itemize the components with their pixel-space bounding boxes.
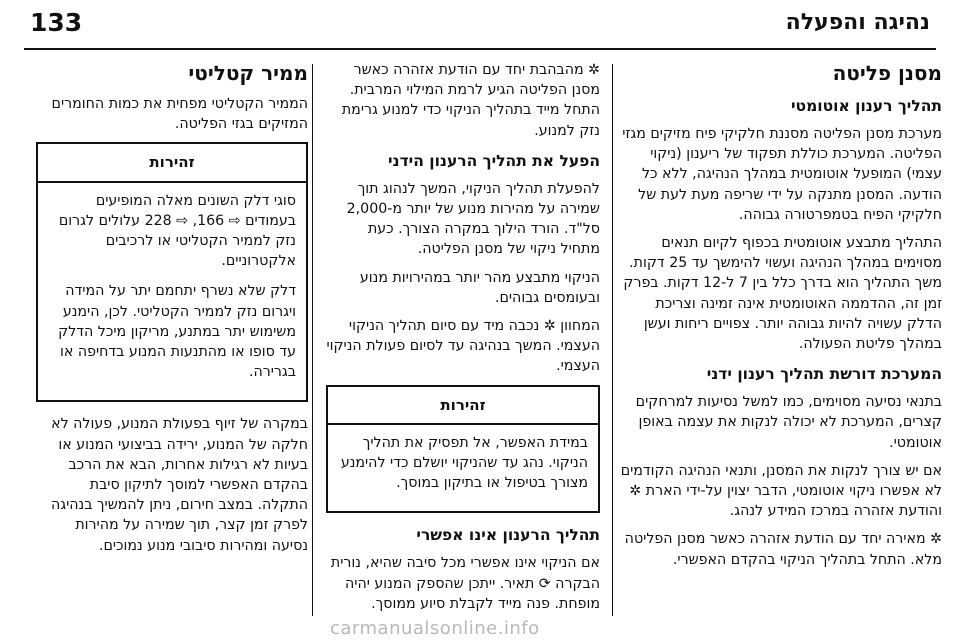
paragraph: במקרה של זיוף בפעולת המנוע, פעולה לא חלקה של המנוע, ירידה בביצועי המנוע או בעיות לא רגילות אחרות, הבא את הרכב בהקדם האפשרי למוסך לתיקון סיבת התקלה. במצב חירום, ניתן להמשיך בנהיגה לפרק זמן קצר, תוך שמירה על מהירות נסיעה ומהירות סיבובי מנוע נמוכים. <box>50 416 308 554</box>
caution-title: זהירות <box>328 387 598 425</box>
caution-text: במידת האפשר, אל תפסיק את תהליך הניקוי. נהג עד שהניקוי יושלם כדי להימנע מצורך בטיפול או בתיקון במוסך. <box>340 434 588 492</box>
heading-activate-regeneration: הפעל את תהליך הרענון הידני <box>387 151 600 170</box>
caution-text: סוגי דלק השונים מאלה המופיעים בעמודים ⇨ 166, ⇨ 228 עלולים לגרום נזק לממיר הקטליטי או לרכיבים אלקטרוניים. <box>58 192 296 270</box>
column-right <box>620 60 942 578</box>
caution-title: זהירות <box>38 144 306 182</box>
caution-box <box>326 385 600 514</box>
paragraph: המחוון ✲ נכבה מיד עם סיום תהליך הניקוי העצמי. המשך בנהיגה עד לסיום פעולת הניקוי העצמי. <box>326 318 600 375</box>
page-header <box>24 2 936 50</box>
caution-box <box>36 142 308 402</box>
column-divider-right <box>612 64 613 616</box>
paragraph: הניקוי מתבצע מהר יותר במהירויות מנוע ובעומסים גבוהים. <box>359 269 600 306</box>
paragraph: להפעלת תהליך הניקוי, המשך לנהוג תוך שמירה על מהירות מנוע של יותר מ-2,000 סל"ד. הורד הילוך במקרה הצורך. כעת מתחיל ניקוי של מסנן הפליטה. <box>346 180 600 258</box>
heading-regeneration-not-possible: תהליך הרענון אינו אפשרי <box>416 526 600 545</box>
caution-text: דלק שלא נשרף יתחמם יתר על המידה ויגרום נזק לממיר הקטליטי. לכן, הימנע משימוש יתר במתנע, מריקון מיכל הדלק עד סופו או מהתנעות המנוע בדחיפה או בגרירה. <box>58 283 296 381</box>
heading-manual-regeneration-required: המערכת דורשת תהליך רענון ידני <box>706 365 942 384</box>
section-title-catalytic-converter: ממיר קטליטי <box>188 61 308 85</box>
paragraph: התהליך מתבצע אוטומטית בכפוף לקיום תנאים מסוימים במהלך הנהיגה ועשוי להימשך עד 25 דקות. משך התהליך הוא בדרך כלל בין 7 ל-12 דקות. בפרק זמן זה, ההדממה האוטומטית אינה זמינה וצריכת הדלק עשויה להיות גבוהה יותר. צפויים ריחות ועשן במהלך פליטת הפעולה. <box>623 235 942 353</box>
caution-body <box>328 425 598 512</box>
paragraph: ✲ מאירה יחד עם הודעת אזהרה כאשר מסנן הפליטה מלא. התחל בתהליך הניקוי בהקדם האפשרי. <box>624 531 942 568</box>
column-divider-left <box>312 64 313 616</box>
running-title: נהיגה והפעלה <box>785 10 930 35</box>
section-title-filter: מסנן פליטה <box>832 61 942 85</box>
watermark: carmanualsonline.info <box>330 618 540 639</box>
heading-auto-regeneration: תהליך רענון אוטומטי <box>790 97 942 115</box>
caution-body <box>38 183 306 401</box>
paragraph: ✲ מהבהבת יחד עם הודעת אזהרה כאשר מסנן הפליטה הגיע לרמת המילוי המרבית. התחל מייד בתהליך הניקוי כדי למנוע גרימת נזק למנוע. <box>341 62 600 139</box>
page-number: 133 <box>30 8 83 37</box>
paragraph: הממיר הקטליטי מפחית את כמות החומרים המזיקים בגזי הפליטה. <box>51 96 308 133</box>
column-middle <box>326 60 600 622</box>
column-left <box>36 60 308 564</box>
paragraph: אם יש צורך לנקות את המסנן, ותנאי הנהיגה הקודמים לא אפשרו ניקוי אוטומטי, הדבר יצוין על-ידי הארת ✲ והודעת אזהרה במרכז המידע לנהג. <box>620 462 942 520</box>
paragraph: מערכת מסנן הפליטה מסננת חלקיקי פיח מזיקים מגזי הפליטה. המערכת כוללת תפקוד של ריענון (ניקוי עצמי) המופעל אוטומטית במהלך הנהיגה, ללא כל הודעה. המסנן מתנקה על ידי שריפה מעת לעת של חלקיקי הפיח בטמפרטורה גבוהה. <box>622 126 942 223</box>
paragraph: אם הניקוי אינו אפשרי מכל סיבה שהיא, נורית הבקרה ⟳ תאיר. ייתכן שהספק המנוע יהיה מופחת. פנה מייד לקבלת סיוע ממוסך. <box>330 555 600 612</box>
paragraph: בתנאי נסיעה מסוימים, כמו למשל נסיעות למרחקים קצרים, המערכת לא יכולה לנקות את עצמה באופן אוטומטי. <box>635 394 942 451</box>
